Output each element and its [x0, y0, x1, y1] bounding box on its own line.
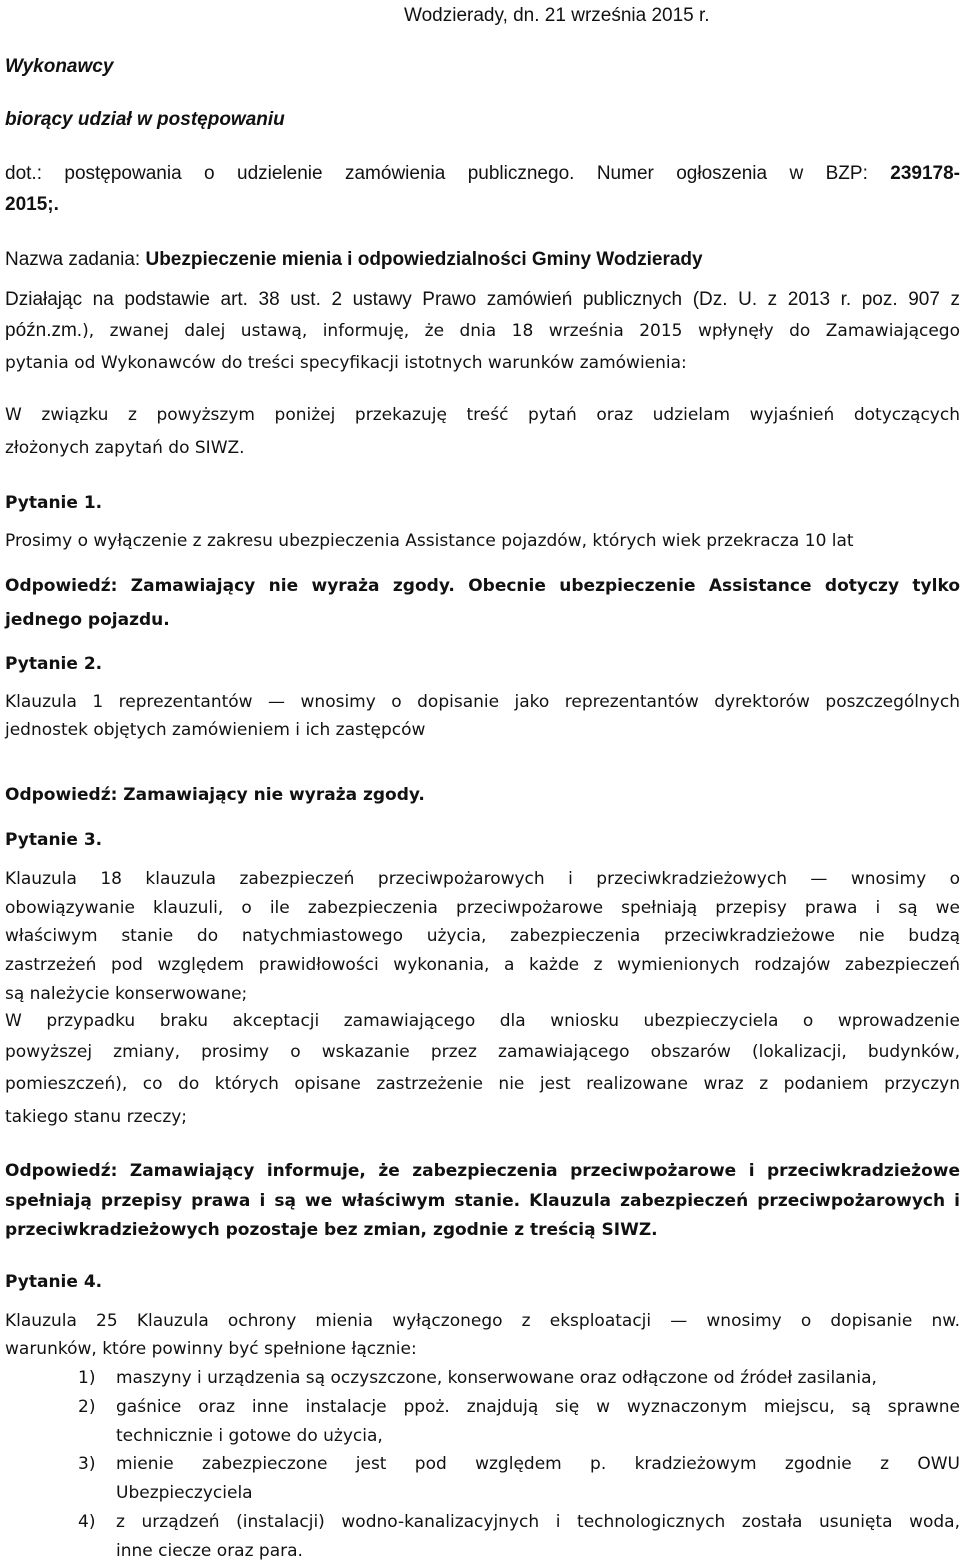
- question-3-line-1: Klauzula 18 klauzula zabezpieczeń przeciwpożarowych i przeciwkradzieżowych — wnosimy o: [5, 869, 960, 889]
- subject-line-2: 2015;.: [5, 194, 59, 215]
- list-item-text: z urządzeń (instalacji) wodno-kanalizacyjnych i technologicznych została usunięta woda,: [116, 1512, 960, 1532]
- question-2-line-2: jednostek objętych zamówieniem i ich zastępców: [5, 720, 426, 740]
- intro-line-1: W związku z powyższym poniżej przekazuję treść pytań oraz udzielam wyjaśnień dotyczących: [5, 405, 960, 425]
- question-3-line-3: właściwym stanie do natychmiastowego użycia, zabezpieczenia przeciwkradzieżowe nie budzą: [5, 926, 960, 946]
- question-3-title: Pytanie 3.: [5, 830, 103, 850]
- legal-abbrev: późn.zm.: [5, 320, 83, 341]
- question-2-title: Pytanie 2.: [5, 654, 103, 674]
- answer-3-line-2: spełniają przepisy prawa i są we właściwym stanie. Klauzula zabezpieczeń przeciwpożarowych i: [5, 1191, 960, 1211]
- question-4-line-2: warunków, które powinny być spełnione łącznie:: [5, 1339, 417, 1359]
- answer-2: Odpowiedź: Zamawiający nie wyraża zgody.: [5, 785, 425, 805]
- legal-text: ), zwanej dalej ustawą, informuję, że dnia 18 września 2015 wpłynęły do Zamawiającego: [82, 321, 960, 341]
- task-line: [5, 250, 703, 269]
- date-line: Wodzierady, dn. 21 września 2015 r.: [404, 5, 710, 26]
- legal-basis-line-1: Działając na podstawie art. 38 ust. 2 ustawy Prawo zamówień publicznych (Dz. U. z 2013 r. poz. 907 z: [5, 289, 960, 310]
- question-3-line-6: W przypadku braku akceptacji zamawiającego dla wniosku ubezpieczyciela o wprowadzenie: [5, 1011, 960, 1031]
- answer-3-line-1: Odpowiedź: Zamawiający informuje, że zabezpieczenia przeciwpożarowe i przeciwkradzieżowe: [5, 1161, 960, 1181]
- answer-3-line-3: przeciwkradzieżowych pozostaje bez zmian, zgodnie z treścią SIWZ.: [5, 1220, 658, 1240]
- list-item-number: 4): [78, 1512, 96, 1532]
- list-item-text: maszyny i urządzenia są oczyszczone, konserwowane oraz odłączone od źródeł zasilania,: [116, 1368, 877, 1388]
- announcement-number: 239178-: [890, 163, 960, 184]
- legal-basis-line-2: [5, 321, 960, 340]
- question-3-line-2: obowiązywanie klauzuli, o ile zabezpieczenia przeciwpożarowe spełniają przepisy prawa i są we: [5, 898, 960, 918]
- question-3-line-5: są należycie konserwowane;: [5, 984, 248, 1004]
- list-item-text: gaśnice oraz inne instalacje ppoż. znajdują się w wyznaczonym miejscu, są sprawne: [116, 1397, 960, 1417]
- addressee-line-1: Wykonawcy: [5, 56, 114, 77]
- legal-basis-line-3: pytania od Wykonawców do treści specyfikacji istotnych warunków zamówienia:: [5, 353, 687, 373]
- question-4-line-1: Klauzula 25 Klauzula ochrony mienia wyłączonego z eksploatacji — wnosimy o dopisanie nw.: [5, 1311, 960, 1331]
- question-2-line-1: Klauzula 1 reprezentantów — wnosimy o dopisanie jako reprezentantów dyrektorów poszczególnych: [5, 692, 960, 712]
- list-item-text-cont: inne ciecze oraz para.: [116, 1541, 303, 1561]
- list-item-number: 2): [78, 1397, 96, 1417]
- list-item-text: mienie zabezpieczone jest pod względem p. kradzieżowym zgodnie z OWU: [116, 1454, 960, 1474]
- list-item-text-cont: technicznie i gotowe do użycia,: [116, 1426, 383, 1446]
- question-4-title: Pytanie 4.: [5, 1272, 103, 1292]
- question-3-line-8: pomieszczeń), co do których opisane zastrzeżenie nie jest realizowane wraz z podaniem przyczyn: [5, 1074, 960, 1094]
- question-1-title: Pytanie 1.: [5, 493, 103, 513]
- question-1-text: Prosimy o wyłączenie z zakresu ubezpieczenia Assistance pojazdów, których wiek przekracza 10 lat: [5, 531, 854, 551]
- list-item-number: 1): [78, 1368, 96, 1388]
- question-3-line-7: powyższej zmiany, prosimy o wskazanie przez zamawiającego obszarów (lokalizacji, budynków,: [5, 1042, 960, 1062]
- list-item-text-cont: Ubezpieczyciela: [116, 1483, 253, 1503]
- answer-1-line-2: jednego pojazdu.: [5, 610, 170, 630]
- task-label: Nazwa zadania:: [5, 249, 141, 270]
- question-3-line-4: zastrzeżeń pod względem prawidłowości wykonania, a każde z wymienionych rodzajów zabezpieczeń: [5, 955, 960, 975]
- subject-text: dot.: postępowania o udzielenie zamówienia publicznego. Numer ogłoszenia w BZP:: [5, 163, 868, 184]
- answer-1-line-1: Odpowiedź: Zamawiający nie wyraża zgody. Obecnie ubezpieczenie Assistance dotyczy tylko: [5, 576, 960, 596]
- question-3-line-9: takiego stanu rzeczy;: [5, 1107, 188, 1127]
- task-name: Ubezpieczenie mienia i odpowiedzialności Gminy Wodzierady: [145, 249, 703, 270]
- addressee-line-2: biorący udział w postępowaniu: [5, 109, 285, 130]
- subject-line-1: [5, 164, 960, 183]
- list-item-number: 3): [78, 1454, 96, 1474]
- intro-line-2: złożonych zapytań do SIWZ.: [5, 438, 245, 458]
